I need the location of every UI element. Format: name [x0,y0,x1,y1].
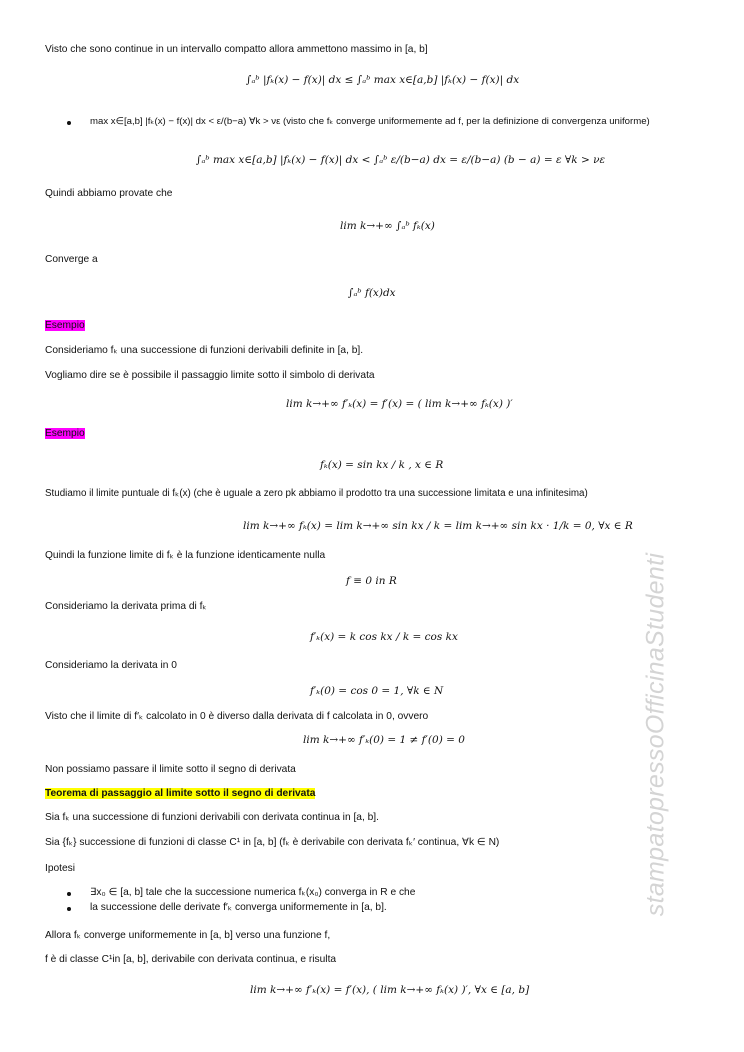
equation: lim k→+∞ f′ₖ(x) = f′(x), ( lim k→+∞ fₖ(x) )′, ∀x ∈ [a, b] [250,984,530,996]
paragraph: f è di classe C¹in [a, b], derivabile con derivata continua, e risulta [45,954,337,965]
equation: ∫ₐᵇ |fₖ(x) − f(x)| dx ≤ ∫ₐᵇ max x∈[a,b] |fₖ(x) − f(x)| dx [246,74,520,86]
paragraph: Consideriamo la derivata prima di fₖ [45,601,207,612]
bullet-dot [67,892,71,896]
bullet-item: max x∈[a,b] |fₖ(x) − f(x)| dx < ε/(b−a) ∀k > νε (visto che fₖ converge uniformemente ad f, per la definizione di convergenza uniforme) [90,116,650,127]
watermark [636,540,670,920]
equation: f ≡ 0 in R [346,575,397,587]
paragraph: Quindi abbiamo provate che [45,188,173,199]
paragraph: Non possiamo passare il limite sotto il segno di derivata [45,764,296,775]
paragraph: Vogliamo dire se è possibile il passaggio limite sotto il simbolo di derivata [45,370,375,381]
paragraph: Visto che il limite di f′ₖ calcolato in 0 è diverso dalla derivata di f calcolata in 0, ovvero [45,711,429,722]
highlighted-text: Esempio [45,320,85,331]
equation: f′ₖ(0) = cos 0 = 1, ∀k ∈ N [310,685,444,697]
paragraph: Sia {fₖ} successione di funzioni di classe C¹ in [a, b] (fₖ è derivabile con derivata fₖ′ continua, ∀k ∈ N) [45,837,500,848]
equation: fₖ(x) = sin kx / k , x ∈ R [320,459,444,471]
equation: lim k→+∞ fₖ(x) = lim k→+∞ sin kx / k = lim k→+∞ sin kx · 1/k = 0, ∀x ∈ R [243,520,633,532]
equation: ∫ₐᵇ max x∈[a,b] |fₖ(x) − f(x)| dx < ∫ₐᵇ ε/(b−a) dx = ε/(b−a) (b − a) = ε ∀k > νε [196,154,606,166]
equation: lim k→+∞ ∫ₐᵇ fₖ(x) [340,220,435,232]
paragraph: Consideriamo la derivata in 0 [45,660,177,671]
paragraph: Quindi la funzione limite di fₖ è la funzione identicamente nulla [45,550,326,561]
bullet-item: ∃x₀ ∈ [a, b] tale che la successione numerica fₖ(x₀) converga in R e che [90,887,416,898]
section-label [45,320,85,332]
highlighted-text: Teorema di passaggio al limite sotto il segno di derivata [45,788,316,799]
paragraph: Ipotesi [45,863,76,874]
paragraph: Studiamo il limite puntuale di fₖ(x) (che è uguale a zero pk abbiamo il prodotto tra una successione limitata e una infinitesima) [45,488,588,499]
highlighted-text: Esempio [45,428,85,439]
paragraph: Allora fₖ converge uniformemente in [a, b] verso una funzione f, [45,930,331,941]
equation: f′ₖ(x) = k cos kx / k = cos kx [310,631,458,643]
equation: lim k→+∞ f′ₖ(0) = 1 ≠ f′(0) = 0 [303,734,465,746]
equation: ∫ₐᵇ f(x)dx [348,287,396,299]
bullet-dot [67,907,71,911]
bullet-item: la successione delle derivate f′ₖ converga uniformemente in [a, b]. [90,902,387,913]
watermark-text: stampatopressoOfficinaStudenti [641,552,670,917]
paragraph: Visto che sono continue in un intervallo compatto allora ammettono massimo in [a, b] [45,44,428,55]
equation: lim k→+∞ f′ₖ(x) = f′(x) = ( lim k→+∞ fₖ(x) )′ [286,398,513,410]
paragraph: Sia fₖ una successione di funzioni derivabili con derivata continua in [a, b]. [45,812,379,823]
paragraph: Converge a [45,254,98,265]
paragraph: Consideriamo fₖ una successione di funzioni derivabili definite in [a, b]. [45,345,364,356]
bullet-dot [67,121,71,125]
section-label [45,428,85,440]
theorem-title [45,788,315,800]
